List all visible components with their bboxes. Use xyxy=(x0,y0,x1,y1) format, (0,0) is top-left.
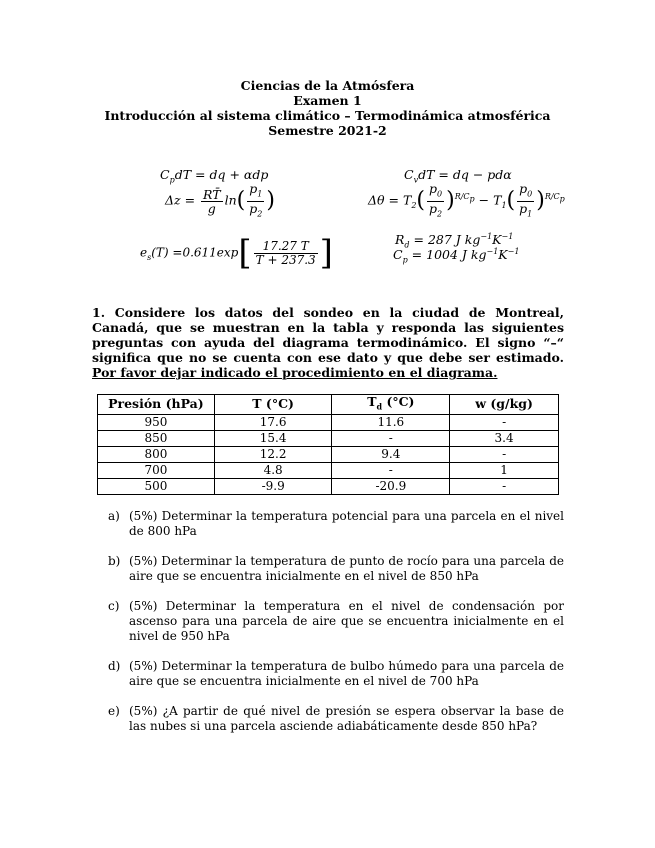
equation-cp-value: $C_p = 1004$ J $kg^{-1}K^{-1}$ xyxy=(393,247,520,265)
question-text: Considere los datos del sondeo en la ciudad de Montreal, Canadá, que se muestran en la tabla y responda las siguientes preguntas con ayuda del diagrama termodinámico. El signo “–“ significa que no se cuenta con ese dato y que debe ser estimado. xyxy=(92,305,564,365)
question-number: 1. xyxy=(92,305,106,320)
list-item xyxy=(108,509,564,539)
item-text: (5%) Determinar la temperatura de bulbo húmedo para una parcela de aire que se encuentra inicialmente en el nivel de 700 hPa xyxy=(129,659,564,688)
table-row xyxy=(98,462,559,478)
item-label: e) xyxy=(108,704,120,718)
sounding-table xyxy=(97,394,559,495)
table-row xyxy=(98,414,559,430)
cell-mixing-ratio: 3.4 xyxy=(450,430,559,446)
semester: Semestre 2021-2 xyxy=(268,123,387,138)
cell-dewpoint: - xyxy=(332,430,450,446)
cell-temperature: 4.8 xyxy=(214,462,332,478)
exam-header xyxy=(0,78,655,138)
exam-subtitle: Introducción al sistema climático – Termodinámica atmosférica xyxy=(104,108,551,123)
equation-potential-temperature: $\Delta\theta = T_2$( $\frac{p_0}{p_2}$ )$^{R/C_p} - T_1$( $\frac{p_0}{p_1}$ )$^{R/C_p}$ xyxy=(368,181,565,218)
item-text: (5%) Determinar la temperatura en el nivel de condensación por ascenso para una parcela de aire que se encuentra inicialmente en el nivel de 950 hPa xyxy=(129,599,564,643)
cell-pressure: 950 xyxy=(98,414,215,430)
item-text: (5%) ¿A partir de qué nivel de presión se espera observar la base de las nubes si una parcela asciende adiabáticamente desde 850 hPa? xyxy=(129,704,564,733)
item-label: d) xyxy=(108,659,121,673)
equation-hypsometric: Δz = $\frac{RT̄}{g}$ ln( $\frac{p_1}{p_2}$ ) xyxy=(165,181,275,218)
table-row xyxy=(98,446,559,462)
cell-dewpoint: - xyxy=(332,462,450,478)
question-instruction: Por favor dejar indicado el procedimiento en el diagrama. xyxy=(92,365,498,380)
equation-rd: $R_d = 287$ J $kg^{-1}K^{-1}$ xyxy=(395,232,514,250)
equation-saturation-vapor-pressure: $e_s(T) =0.611\exp$[ $\frac{17.27 T}{T + 237.3}$ ] xyxy=(140,233,333,273)
item-text: (5%) Determinar la temperatura de punto de rocío para una parcela de aire que se encuentra inicialmente en el nivel de 850 hPa xyxy=(129,554,564,583)
cell-temperature: 17.6 xyxy=(214,414,332,430)
cell-temperature: 15.4 xyxy=(214,430,332,446)
cell-temperature: 12.2 xyxy=(214,446,332,462)
cell-dewpoint: -20.9 xyxy=(332,478,450,494)
exam-title: Examen 1 xyxy=(293,93,362,108)
cell-mixing-ratio: - xyxy=(450,446,559,462)
cell-mixing-ratio: - xyxy=(450,414,559,430)
cell-dewpoint: 11.6 xyxy=(332,414,450,430)
column-header-temperature: T (°C) xyxy=(214,395,332,415)
cell-dewpoint: 9.4 xyxy=(332,446,450,462)
item-label: a) xyxy=(108,509,120,523)
cell-mixing-ratio: - xyxy=(450,478,559,494)
equation-cv: $C_vdT$ = dq − pdα xyxy=(404,167,512,185)
column-header-pressure: Presión (hPa) xyxy=(98,395,215,415)
list-item xyxy=(108,659,564,689)
item-label: b) xyxy=(108,554,121,568)
course-title: Ciencias de la Atmósfera xyxy=(240,78,415,93)
list-item xyxy=(108,554,564,584)
item-label: c) xyxy=(108,599,120,613)
equation-cp: $C_pdT$ = dq + αdp xyxy=(160,167,269,185)
cell-pressure: 500 xyxy=(98,478,215,494)
column-header-dewpoint: $T_d$ (°C) xyxy=(332,395,450,415)
item-text: (5%) Determinar la temperatura potencial para una parcela en el nivel de 800 hPa xyxy=(129,509,564,538)
table-row xyxy=(98,430,559,446)
table-header-row xyxy=(98,395,559,415)
column-header-mixing-ratio: w (g/kg) xyxy=(450,395,559,415)
cell-pressure: 800 xyxy=(98,446,215,462)
list-item xyxy=(108,704,564,734)
cell-pressure: 850 xyxy=(98,430,215,446)
sub-questions xyxy=(108,509,564,749)
cell-mixing-ratio: 1 xyxy=(450,462,559,478)
cell-pressure: 700 xyxy=(98,462,215,478)
list-item xyxy=(108,599,564,644)
question-1 xyxy=(92,305,564,380)
cell-temperature: -9.9 xyxy=(214,478,332,494)
table-row xyxy=(98,478,559,494)
